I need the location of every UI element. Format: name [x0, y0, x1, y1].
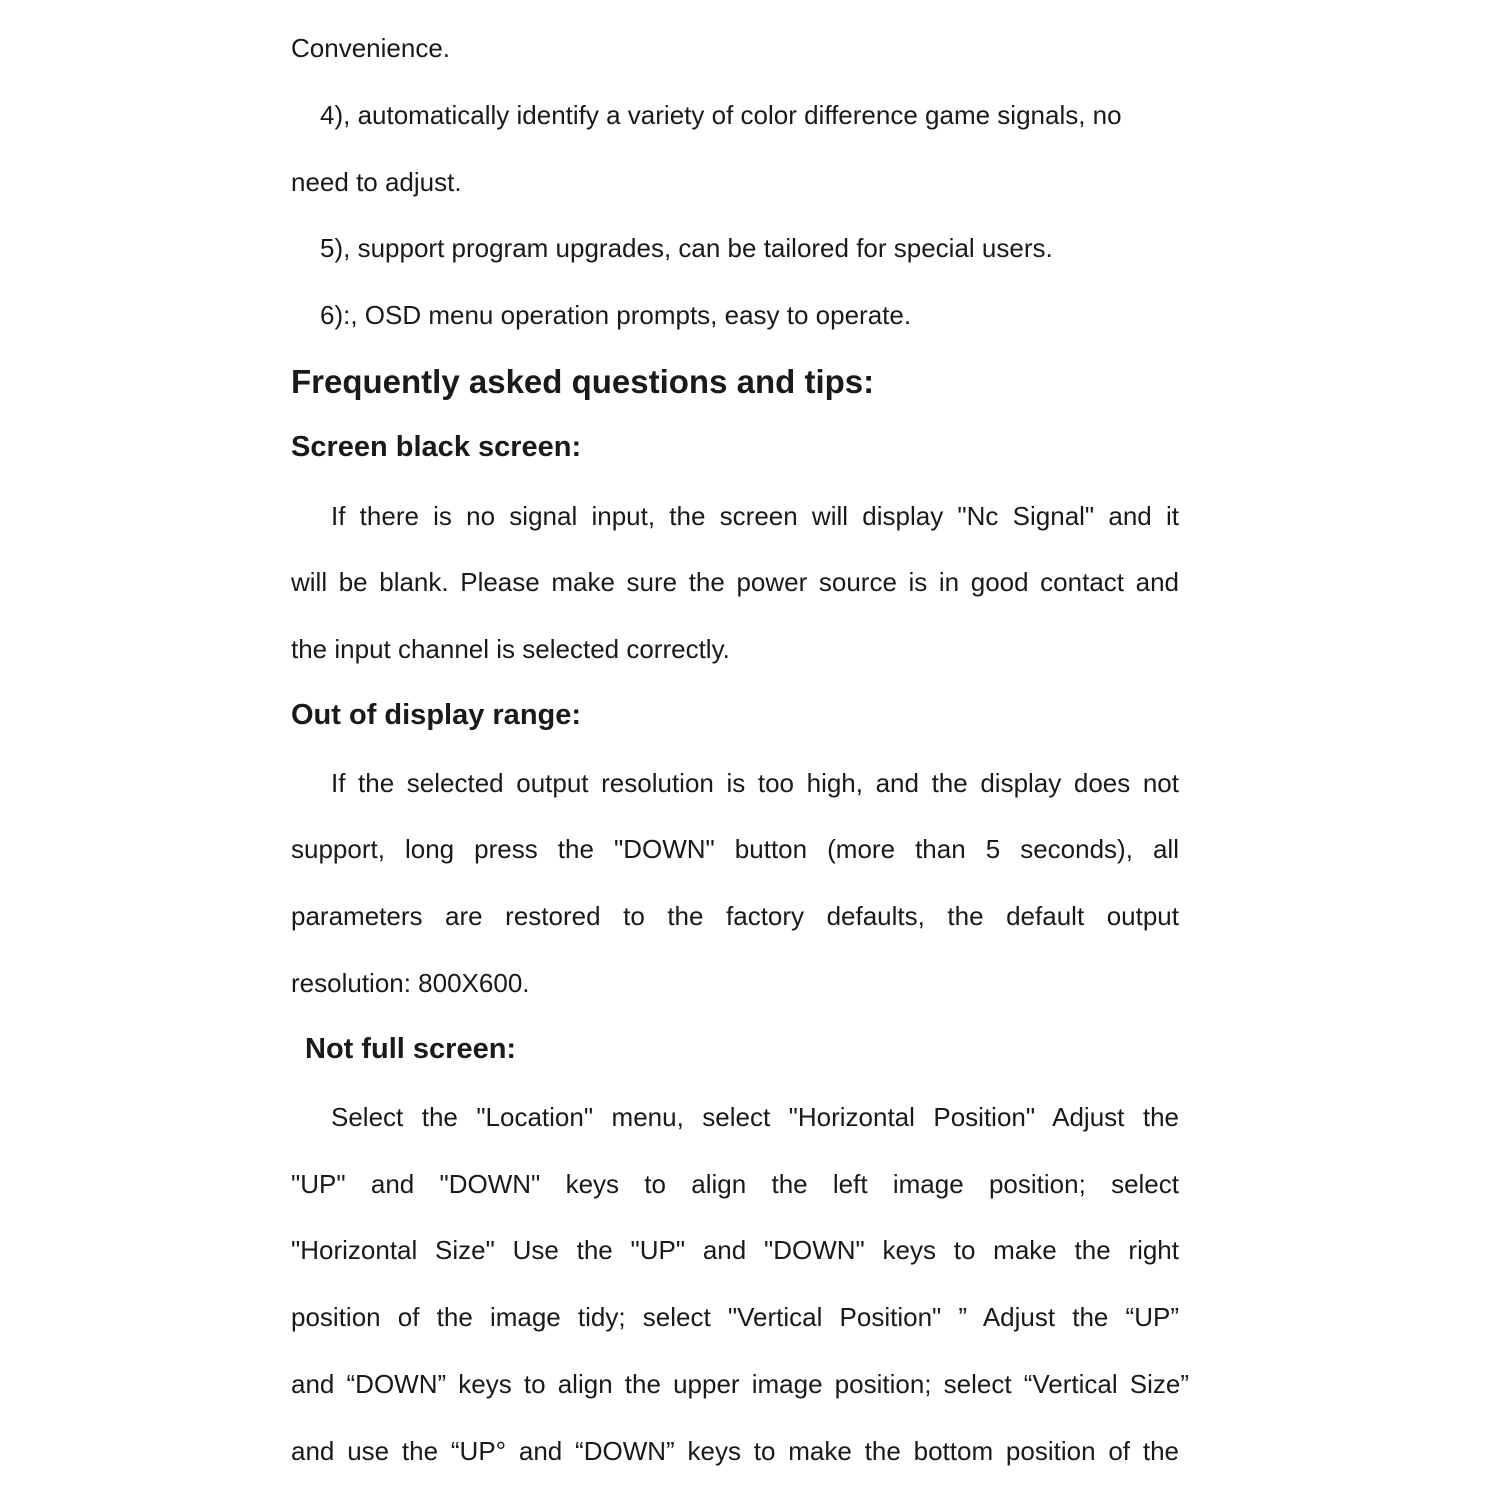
not-full-line: and “DOWN” keys to align the upper image position; select “Vertical Size”	[291, 1369, 1189, 1399]
not-full-line: Select the "Location" menu, select "Horizontal Position" Adjust the	[331, 1102, 1179, 1132]
black-screen-line: If there is no signal input, the screen will display "Nc Signal" and it	[331, 501, 1179, 531]
out-of-range-line: If the selected output resolution is too high, and the display does not	[331, 768, 1179, 798]
not-full-heading: Not full screen:	[305, 1033, 517, 1065]
black-screen-heading: Screen black screen:	[291, 431, 582, 463]
list-item-5: 5), support program upgrades, can be tailored for special users.	[320, 233, 1053, 263]
out-of-range-line: support, long press the "DOWN" button (more than 5 seconds), all	[291, 834, 1179, 864]
not-full-line: "UP" and "DOWN" keys to align the left image position; select	[291, 1169, 1179, 1199]
list-item-4: 4), automatically identify a variety of color difference game signals, no	[320, 100, 1122, 130]
not-full-line: position of the image tidy; select "Vertical Position" ” Adjust the “UP”	[291, 1302, 1179, 1332]
faq-title: Frequently asked questions and tips:	[291, 363, 875, 400]
paragraph-line: need to adjust.	[291, 167, 462, 197]
not-full-line: and use the “UP° and “DOWN” keys to make the bottom position of the	[291, 1436, 1179, 1466]
not-full-line: "Horizontal Size" Use the "UP" and "DOWN" keys to make the right	[291, 1235, 1179, 1265]
paragraph-line: Convenience.	[291, 33, 450, 63]
out-of-range-line: resolution: 800X600.	[291, 968, 530, 998]
out-of-range-heading: Out of display range:	[291, 699, 582, 731]
list-item-6: 6):, OSD menu operation prompts, easy to operate.	[320, 300, 912, 330]
black-screen-line: will be blank. Please make sure the power source is in good contact and	[291, 567, 1179, 597]
out-of-range-line: parameters are restored to the factory defaults, the default output	[291, 901, 1179, 931]
black-screen-line: the input channel is selected correctly.	[291, 634, 730, 664]
